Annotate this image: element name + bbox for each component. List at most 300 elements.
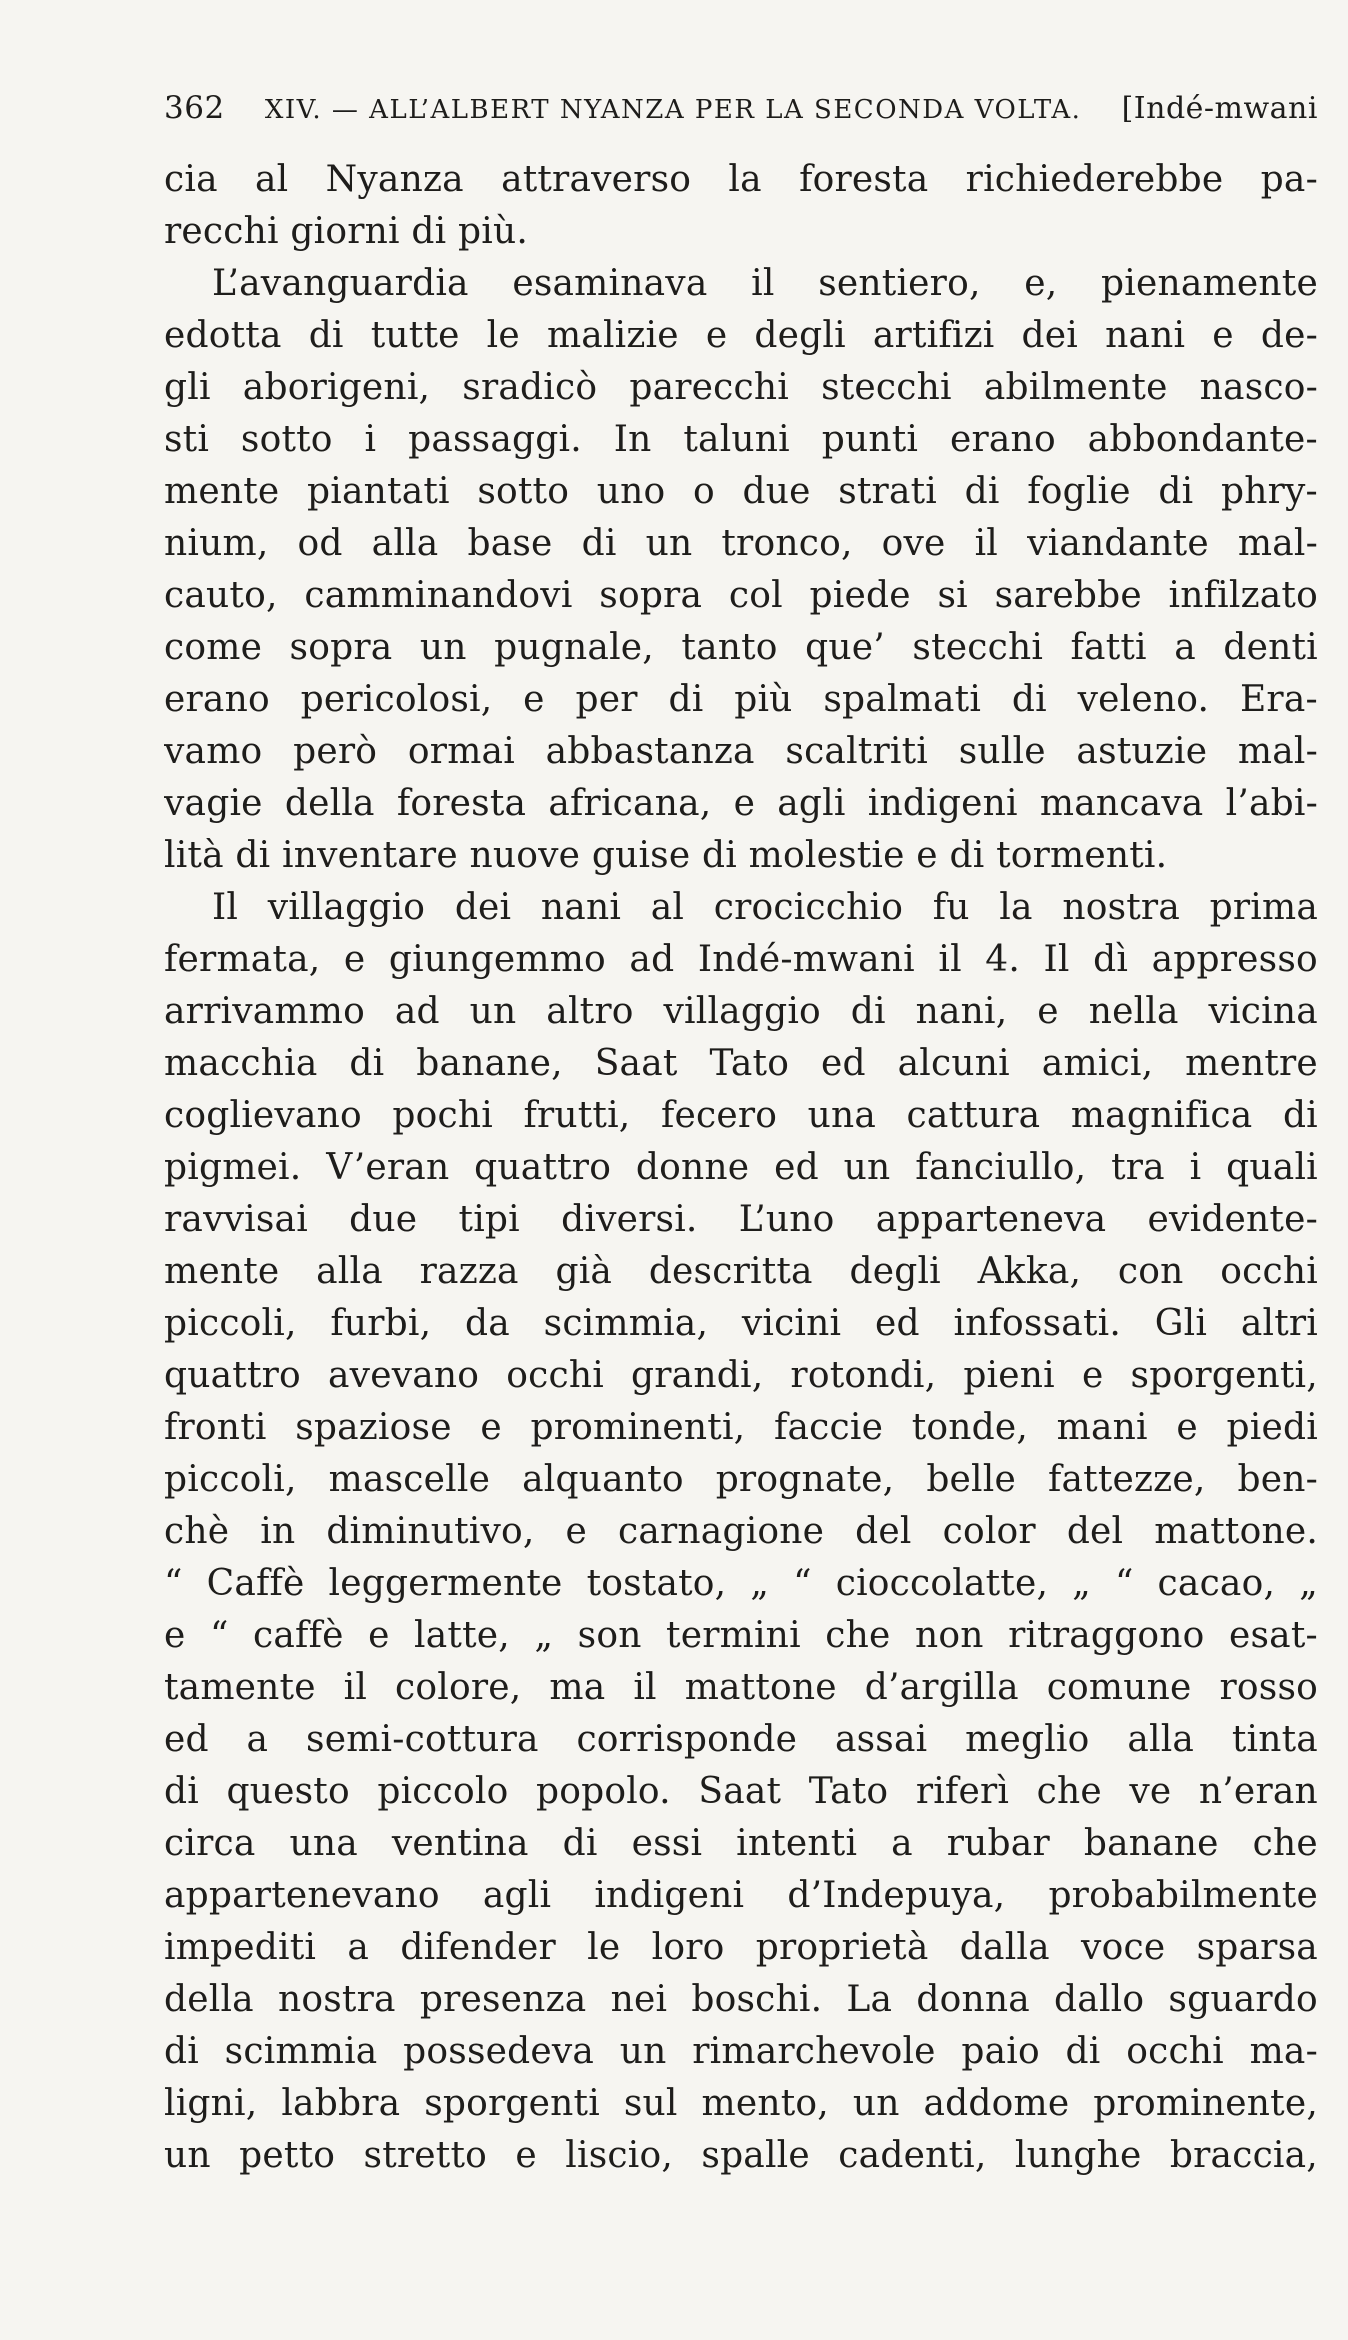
word: guise: [591, 835, 691, 876]
word: pienamente: [1101, 263, 1318, 304]
word: e: [368, 1615, 390, 1656]
word: la: [728, 159, 762, 200]
word: e: [1081, 1355, 1104, 1396]
word: La: [846, 1979, 893, 2020]
word: infossati.: [953, 1303, 1121, 1344]
word: come: [164, 627, 263, 668]
word: aborigeni,: [242, 367, 431, 408]
text-line: [164, 310, 1318, 362]
word: di: [308, 315, 344, 356]
word: comune: [1046, 1667, 1192, 1708]
word: indigeni: [867, 783, 1018, 824]
word: richiederebbe: [965, 159, 1224, 200]
text-line: [164, 1454, 1318, 1506]
word: un: [469, 991, 517, 1032]
word: paio: [961, 2031, 1040, 2072]
word: appresso: [1151, 939, 1318, 980]
word: dei: [454, 887, 512, 928]
word: 4.: [985, 939, 1021, 980]
word: “: [209, 1615, 229, 1656]
word: africana,: [548, 783, 712, 824]
word: sopra: [599, 575, 703, 616]
page-number: 362: [164, 90, 225, 126]
word: abbondante-: [1087, 419, 1318, 460]
word: di: [581, 523, 617, 564]
text-line: [164, 1038, 1318, 1090]
word: sti: [164, 419, 210, 460]
word: però: [293, 731, 378, 772]
word: ed: [820, 1043, 866, 1084]
text-line: [164, 362, 1318, 414]
word: camminandovi: [304, 575, 573, 616]
word: Tato: [808, 1771, 889, 1812]
word: degli: [849, 1251, 941, 1292]
word: e: [515, 2135, 537, 2176]
word: erano: [949, 419, 1056, 460]
word: uno: [596, 471, 666, 512]
word: sarebbe: [994, 575, 1142, 616]
word: furbi,: [330, 1303, 432, 1344]
running-head-place: [Indé-mwani: [1121, 91, 1318, 126]
word: di: [1011, 679, 1047, 720]
word: nani: [1105, 315, 1186, 356]
word: alla: [316, 1251, 383, 1292]
word: dì: [1093, 939, 1129, 980]
text-line: [164, 1350, 1318, 1402]
word: di: [668, 679, 704, 720]
word: tostato,: [586, 1563, 727, 1604]
word: sentiero,: [818, 263, 981, 304]
word: a: [1174, 627, 1196, 668]
text-line: [164, 986, 1318, 1038]
word: altri: [1240, 1303, 1318, 1344]
word: tonde,: [911, 1407, 1029, 1448]
word: carnagione: [617, 1511, 825, 1552]
word: mattone: [684, 1667, 837, 1708]
text-line: [164, 622, 1318, 674]
word: di: [1282, 1095, 1318, 1136]
word: recchi: [164, 211, 279, 252]
word: nei: [610, 1979, 668, 2020]
word: che: [1036, 1771, 1102, 1812]
word: e: [733, 783, 756, 824]
text-line: [164, 778, 1318, 830]
word: ormai: [407, 731, 515, 772]
word: cattura: [906, 1095, 1041, 1136]
word: più.: [458, 211, 529, 252]
word: sotto: [477, 471, 570, 512]
word: il: [938, 939, 962, 980]
word: questo: [226, 1771, 350, 1812]
word: cioccolatte,: [835, 1563, 1049, 1604]
text-line: [164, 1662, 1318, 1714]
word: meglio: [965, 1719, 1090, 1760]
word: cacao,: [1157, 1563, 1276, 1604]
word: pigmei.: [164, 1147, 302, 1188]
word: que’: [805, 627, 885, 668]
running-head: [164, 90, 1318, 126]
word: a: [347, 1927, 370, 1968]
word: che: [825, 1615, 891, 1656]
word: giungemmo: [388, 939, 606, 980]
word: pericolosi,: [300, 679, 493, 720]
word: foresta: [799, 159, 929, 200]
word: vicini: [741, 1303, 842, 1344]
chapter-title: XIV. — ALL’ALBERT NYANZA PER LA SECONDA VOLTA.: [264, 95, 1082, 125]
word: ed: [874, 1303, 920, 1344]
word: tanto: [681, 627, 778, 668]
word: In: [613, 419, 652, 460]
word: impediti: [164, 1927, 317, 1968]
word: il: [343, 1667, 368, 1708]
text-line: [164, 1558, 1318, 1610]
word: ventina: [391, 1823, 529, 1864]
word: appartenevano: [164, 1875, 440, 1916]
word: faccie: [773, 1407, 884, 1448]
word: che: [1252, 1823, 1318, 1864]
word: pochi: [392, 1095, 493, 1136]
word: due: [742, 471, 811, 512]
word: arrivammo: [164, 991, 365, 1032]
word: un: [645, 523, 693, 564]
word: al: [650, 887, 685, 928]
word: dalla: [959, 1927, 1050, 1968]
word: presenza: [419, 1979, 587, 2020]
word: diminutivo,: [326, 1511, 535, 1552]
word: probabilmente: [1048, 1875, 1318, 1916]
word: edotta: [164, 315, 282, 356]
paragraph-first-line: [164, 882, 1318, 934]
word: il: [751, 263, 775, 304]
word: nostra: [278, 1979, 396, 2020]
word: tipi: [458, 1199, 520, 1240]
word: denti: [1223, 627, 1318, 668]
word: infilzato: [1168, 575, 1318, 616]
word: ligni,: [164, 2083, 258, 2124]
word: son: [577, 1615, 642, 1656]
word: alla: [1127, 1719, 1195, 1760]
word: sulle: [958, 731, 1046, 772]
word: nium,: [164, 523, 269, 564]
text-line: [164, 1142, 1318, 1194]
word: agli: [777, 783, 846, 824]
word: una: [807, 1095, 877, 1136]
paragraph-first-line: [164, 258, 1318, 310]
word: leggermente: [328, 1563, 563, 1604]
body-text: [164, 154, 1318, 2182]
word: d’Indepuya,: [787, 1875, 1006, 1916]
word: viandante: [1027, 523, 1209, 564]
word: Era-: [1239, 679, 1318, 720]
word: tamente: [164, 1667, 316, 1708]
word: riferì: [915, 1771, 1010, 1812]
word: mal-: [1237, 731, 1318, 772]
word: il: [974, 523, 999, 564]
word: abilmente: [983, 367, 1168, 408]
word: nella: [1088, 991, 1179, 1032]
word: L’avanguardia: [212, 263, 469, 304]
word: e: [565, 1511, 588, 1552]
word: agli: [482, 1875, 552, 1916]
word: nani,: [915, 991, 1008, 1032]
text-line: [164, 674, 1318, 726]
word: del: [1066, 1511, 1124, 1552]
word: piccoli,: [164, 1459, 297, 1500]
word: tra: [1111, 1147, 1165, 1188]
text-line: [164, 1090, 1318, 1142]
word: per: [575, 679, 638, 720]
word: si: [937, 575, 968, 616]
word: fatti: [1070, 627, 1147, 668]
text-line: [164, 1974, 1318, 2026]
word: i: [364, 419, 377, 460]
word: donne: [635, 1147, 750, 1188]
word: tinta: [1231, 1719, 1318, 1760]
word: sradicò: [462, 367, 598, 408]
text-line: [164, 934, 1318, 986]
text-line: [164, 1194, 1318, 1246]
word: e: [1037, 991, 1059, 1032]
word: proprietà: [755, 1927, 929, 1968]
word: villaggio: [663, 991, 821, 1032]
word: scimmia,: [543, 1303, 709, 1344]
word: possedeva: [403, 2031, 595, 2072]
text-line: [164, 1298, 1318, 1350]
word: scimmia: [224, 2031, 378, 2072]
word: o: [692, 471, 715, 512]
word: molestie: [748, 835, 905, 876]
word: e: [916, 835, 938, 876]
word: dallo: [1054, 1979, 1145, 2020]
word: Gli: [1154, 1303, 1208, 1344]
word: prognate,: [715, 1459, 895, 1500]
word: di: [1065, 2031, 1101, 2072]
word: diversi.: [561, 1199, 698, 1240]
word: descritta: [648, 1251, 813, 1292]
word: mente: [164, 471, 280, 512]
word: ove: [881, 523, 946, 564]
word: Il: [1043, 939, 1070, 980]
word: essi: [631, 1823, 703, 1864]
word: con: [1117, 1251, 1184, 1292]
word: degli: [754, 315, 846, 356]
word: villaggio: [267, 887, 426, 928]
word: chè: [164, 1511, 230, 1552]
word: evidente-: [1147, 1199, 1318, 1240]
word: Indé-mwani: [697, 939, 915, 980]
word: di: [411, 211, 447, 252]
text-line: [164, 154, 1318, 206]
word: e: [523, 679, 545, 720]
word: e: [343, 939, 366, 980]
word: mani: [1056, 1407, 1148, 1448]
word: già: [555, 1251, 613, 1292]
word: tronco,: [721, 523, 853, 564]
text-line: [164, 1610, 1318, 1662]
word: attraverso: [501, 159, 692, 200]
word: vagie: [164, 783, 263, 824]
word: piedi: [1226, 1407, 1318, 1448]
word: fu: [932, 887, 970, 928]
word: un: [843, 1147, 891, 1188]
word: ve: [1129, 1771, 1172, 1812]
word: quattro: [164, 1355, 301, 1396]
word: rosso: [1219, 1667, 1318, 1708]
word: l’abi-: [1225, 783, 1318, 824]
text-line: [164, 830, 1318, 882]
word: quali: [1226, 1147, 1318, 1188]
word: sporgenti: [424, 2083, 600, 2124]
word: di: [349, 1043, 385, 1084]
text-line: [164, 2078, 1318, 2130]
word: indigeni: [594, 1875, 745, 1916]
word: in: [260, 1511, 296, 1552]
word: banane,: [416, 1043, 563, 1084]
word: rimarchevole: [692, 2031, 936, 2072]
word: nasco-: [1199, 367, 1318, 408]
word: stecchi: [912, 627, 1044, 668]
word: due: [349, 1199, 418, 1240]
word: giorni: [290, 211, 400, 252]
word: mente: [164, 1251, 280, 1292]
word: e,: [1024, 263, 1058, 304]
word: sopra: [289, 627, 393, 668]
word: circa: [164, 1823, 256, 1864]
word: frutti,: [523, 1095, 631, 1136]
word: Caffè: [206, 1563, 305, 1604]
word: vamo: [164, 731, 263, 772]
word: L’uno: [738, 1199, 835, 1240]
word: amici,: [1041, 1043, 1154, 1084]
word: macchia: [164, 1043, 318, 1084]
word: Il: [212, 887, 239, 928]
word: ritraggono: [1008, 1615, 1205, 1656]
word: braccia,: [1169, 2135, 1318, 2176]
word: di: [964, 471, 1000, 512]
word: V’eran: [326, 1147, 450, 1188]
word: tutte: [370, 315, 460, 356]
word: latte,: [414, 1615, 510, 1656]
word: rotondi,: [790, 1355, 937, 1396]
word: phry-: [1220, 471, 1318, 512]
word: addome: [923, 2083, 1070, 2124]
word: sporgenti,: [1130, 1355, 1318, 1396]
word: “: [164, 1563, 183, 1604]
text-line: [164, 1246, 1318, 1298]
text-line: [164, 466, 1318, 518]
word: termini: [666, 1615, 801, 1656]
word: di: [850, 991, 886, 1032]
word: foresta: [396, 783, 527, 824]
word: ma: [549, 1667, 606, 1708]
word: voce: [1081, 1927, 1166, 1968]
word: piccoli,: [164, 1303, 297, 1344]
text-line: [164, 1402, 1318, 1454]
word: Saat: [594, 1043, 678, 1084]
word: i: [1189, 1147, 1202, 1188]
word: occhi: [1220, 1251, 1318, 1292]
word: popolo.: [535, 1771, 671, 1812]
word: ad: [629, 939, 675, 980]
word: non: [914, 1615, 984, 1656]
word: parecchi: [629, 367, 789, 408]
word: donna: [916, 1979, 1030, 2020]
word: la: [999, 887, 1033, 928]
word: prima: [1209, 887, 1318, 928]
text-line: [164, 570, 1318, 622]
text-line: [164, 2130, 1318, 2182]
word: occhi: [1126, 2031, 1224, 2072]
word: veleno.: [1077, 679, 1210, 720]
word: prominenti,: [530, 1407, 746, 1448]
word: liscio,: [565, 2135, 673, 2176]
word: mentre: [1185, 1043, 1318, 1084]
word: lunghe: [1014, 2135, 1142, 2176]
word: mento,: [701, 2083, 829, 2124]
word: prominente,: [1093, 2083, 1318, 2124]
word: boschi.: [691, 1979, 823, 2020]
word: d’argilla: [864, 1667, 1019, 1708]
word: „: [750, 1563, 770, 1604]
word: sotto: [240, 419, 333, 460]
word: belle: [926, 1459, 1016, 1500]
word: tormenti.: [996, 835, 1168, 876]
word: Akka,: [977, 1251, 1082, 1292]
word: di: [164, 1771, 199, 1812]
word: ben-: [1237, 1459, 1318, 1500]
word: le: [486, 315, 520, 356]
word: passaggi.: [408, 419, 582, 460]
word: foglie: [1027, 471, 1131, 512]
word: nostra: [1062, 887, 1180, 928]
word: le: [587, 1927, 621, 1968]
word: “: [1114, 1563, 1134, 1604]
word: col: [728, 575, 783, 616]
word: strati: [838, 471, 938, 512]
word: e: [705, 315, 728, 356]
word: di: [235, 835, 271, 876]
word: ed: [164, 1719, 209, 1760]
text-line: [164, 414, 1318, 466]
word: erano: [164, 679, 270, 720]
word: il: [633, 1667, 657, 1708]
word: cauto,: [164, 575, 278, 616]
word: di: [562, 1823, 598, 1864]
word: stretto: [363, 2135, 487, 2176]
word: mascelle: [328, 1459, 491, 1500]
word: razza: [419, 1251, 519, 1292]
word: mattone.: [1154, 1511, 1318, 1552]
word: intenti: [736, 1823, 858, 1864]
word: alla: [371, 523, 439, 564]
word: piede: [809, 575, 911, 616]
word: vicina: [1208, 991, 1318, 1032]
word: de-: [1260, 315, 1318, 356]
word: „: [1299, 1563, 1318, 1604]
word: della: [284, 783, 375, 824]
word: od: [297, 523, 343, 564]
word: di: [702, 835, 737, 876]
word: nuove: [469, 835, 581, 876]
word: a: [246, 1719, 269, 1760]
text-line: [164, 518, 1318, 570]
word: difender: [400, 1927, 556, 1968]
word: rubar: [946, 1823, 1050, 1864]
word: esat-: [1229, 1615, 1318, 1656]
word: pa-: [1260, 159, 1318, 200]
word: fronti: [164, 1407, 267, 1448]
word: spaziose: [295, 1407, 452, 1448]
